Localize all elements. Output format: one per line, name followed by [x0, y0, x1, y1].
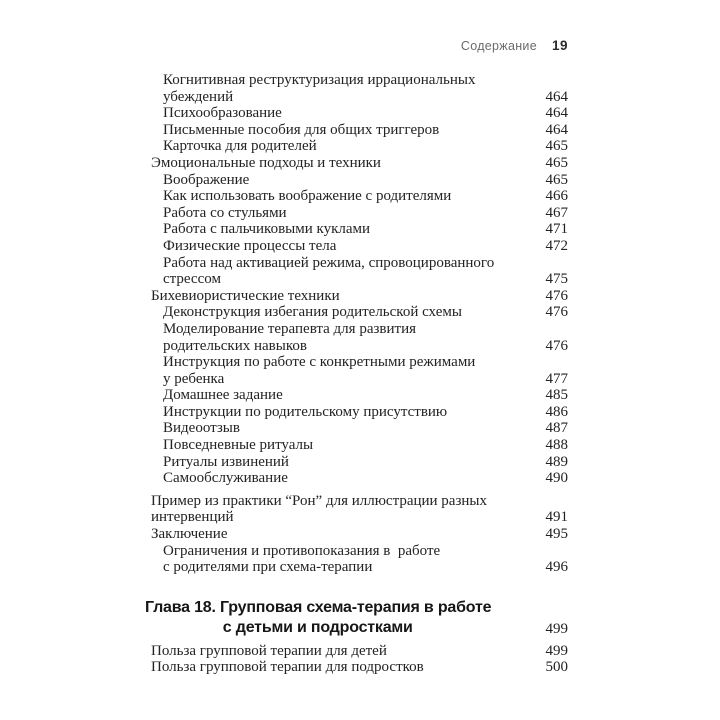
toc-entry-page: 496 — [545, 559, 568, 576]
toc-entry-title — [151, 404, 546, 421]
toc-entry-line: Инструкция по работе с конкретными режимами — [163, 354, 476, 371]
toc-entry — [151, 437, 568, 454]
toc-entry-page: 491 — [545, 509, 568, 526]
toc-entry-title — [151, 72, 546, 105]
toc-entry-title — [151, 172, 546, 189]
toc-entry — [151, 221, 568, 238]
toc-entry — [151, 404, 568, 421]
toc-entry — [151, 122, 568, 139]
toc-entry-page: 476 — [545, 304, 568, 321]
toc-entry-line: Польза групповой терапии для детей — [151, 642, 387, 659]
toc-entry-page: 486 — [545, 403, 568, 420]
toc-entry-title — [151, 238, 546, 255]
toc-entry-line: Бихевиористические техники — [151, 287, 340, 304]
toc-entry — [151, 205, 568, 222]
toc-entry — [151, 659, 568, 676]
toc-entry-line: Самообслуживание — [163, 470, 288, 487]
toc-entry-title — [151, 155, 546, 172]
toc-entry-title — [151, 493, 546, 526]
toc-entry — [151, 288, 568, 305]
toc-entry-line: интервенций — [151, 509, 234, 526]
toc-entry-title — [151, 470, 546, 487]
toc-entry-page: 467 — [545, 204, 568, 221]
toc-entry-title — [151, 387, 546, 404]
toc-entry — [151, 138, 568, 155]
toc-entry-title — [151, 437, 546, 454]
header-section-label: Содержание — [460, 39, 537, 53]
toc-entry-line: Пример из практики “Рон” для иллюстрации разных — [151, 492, 487, 509]
toc-entry — [151, 255, 568, 288]
toc-entry-page: 488 — [545, 437, 568, 454]
toc-entry-title — [151, 221, 546, 238]
toc-entry-line: Моделирование терапевта для развития — [163, 320, 416, 337]
toc-entry — [151, 304, 568, 321]
toc-entry — [151, 470, 568, 487]
toc-entry-line: Деконструкция избегания родительской схемы — [163, 304, 462, 321]
toc-entry-line: родительских навыков — [163, 337, 307, 354]
toc-entry-page: 465 — [545, 154, 568, 171]
toc-entry-line: Когнитивная реструктуризация иррациональных — [163, 72, 476, 88]
toc-entry-page: 476 — [545, 287, 568, 304]
toc-entry-page: 471 — [545, 221, 568, 238]
toc-entry-line: Инструкции по родительскому присутствию — [163, 403, 448, 420]
toc-entry-page: 487 — [545, 420, 568, 437]
toc-entry-title — [151, 255, 546, 288]
page-header — [0, 38, 568, 53]
toc-entry — [151, 420, 568, 437]
toc-entry-title — [151, 188, 546, 205]
toc-entry-title — [151, 288, 546, 305]
toc-entry-line: Польза групповой терапии для подростков — [151, 659, 424, 676]
toc-entry-line: с родителями при схема-терапии — [163, 559, 373, 576]
chapter-heading-line: Глава 18. Групповая схема-терапия в работе — [145, 598, 492, 616]
toc-entry-line: стрессом — [163, 271, 221, 288]
toc-entry-line: у ребенка — [163, 370, 225, 387]
toc-entry-title — [151, 138, 546, 155]
toc-entry-title — [151, 205, 546, 222]
toc-entry-page: 465 — [545, 171, 568, 188]
toc-entry-page: 485 — [545, 387, 568, 404]
toc-entry-title — [151, 543, 546, 576]
toc-entry-line: Воображение — [163, 171, 250, 188]
toc-entry-line: Ритуалы извинений — [163, 453, 289, 470]
toc-entry-page: 499 — [545, 642, 568, 659]
chapter-heading — [145, 598, 568, 639]
toc-entry-line: убеждений — [163, 88, 234, 105]
toc-entry-page: 495 — [545, 526, 568, 543]
toc-entry-page: 477 — [545, 370, 568, 387]
chapter-heading-page: 499 — [545, 621, 568, 638]
toc-entry-page: 475 — [545, 271, 568, 288]
toc-entry-title — [151, 659, 546, 676]
toc-list — [145, 72, 568, 676]
toc-entry-line: Как использовать воображение с родителями — [163, 188, 452, 205]
toc-entry — [151, 543, 568, 576]
toc-entry-line: Эмоциональные подходы и техники — [151, 154, 381, 171]
toc-entry-line: Физические процессы тела — [163, 237, 337, 254]
toc-entry — [151, 643, 568, 660]
toc-entry-title — [151, 643, 546, 660]
toc-entry-title — [151, 105, 546, 122]
toc-entry — [151, 387, 568, 404]
chapter-heading-line: с детьми и подростками — [222, 619, 413, 637]
toc-entry-title — [151, 304, 546, 321]
toc-entry-line: Работа со стульями — [163, 204, 287, 221]
toc-entry-title — [151, 454, 546, 471]
toc-entry-page: 476 — [545, 337, 568, 354]
toc-entry-page: 472 — [545, 237, 568, 254]
toc-entry-page: 490 — [545, 470, 568, 487]
toc-entry-page: 500 — [545, 659, 568, 676]
toc-entry-page: 489 — [545, 453, 568, 470]
toc-entry — [151, 526, 568, 543]
toc-entry — [151, 105, 568, 122]
toc-entry-title — [151, 526, 546, 543]
toc-entry-page: 464 — [545, 88, 568, 105]
toc-entry-line: Домашнее задание — [163, 387, 283, 404]
toc-entry — [151, 188, 568, 205]
toc-entry-page: 464 — [545, 105, 568, 122]
toc-entry-line: Работа над активацией режима, спровоцированного — [163, 254, 495, 271]
toc-entry-line: Видеоотзыв — [163, 420, 240, 437]
toc-entry — [151, 354, 568, 387]
toc-entry-page: 466 — [545, 188, 568, 205]
toc-entry — [151, 72, 568, 105]
toc-entry-page: 465 — [545, 138, 568, 155]
toc-entry — [151, 155, 568, 172]
toc-entry-title — [151, 420, 546, 437]
toc-entry — [151, 493, 568, 526]
toc-entry-title — [151, 354, 546, 387]
toc-entry — [151, 321, 568, 354]
toc-entry — [151, 172, 568, 189]
toc-entry — [151, 238, 568, 255]
chapter-heading-title — [145, 598, 546, 639]
toc-entry-line: Психообразование — [163, 105, 282, 122]
toc-entry — [151, 454, 568, 471]
toc-entry-line: Работа с пальчиковыми куклами — [163, 221, 371, 238]
toc-entry-line: Повседневные ритуалы — [163, 437, 314, 454]
toc-entry-line: Заключение — [151, 526, 228, 543]
toc-entry-title — [151, 122, 546, 139]
toc-entry-line: Письменные пособия для общих триггеров — [163, 121, 440, 138]
toc-entry-line: Ограничения и противопоказания в работе — [163, 542, 441, 559]
toc-entry-title — [151, 321, 546, 354]
toc-entry-line: Карточка для родителей — [163, 138, 317, 155]
toc-entry-page: 464 — [545, 121, 568, 138]
header-page-number: 19 — [551, 38, 568, 53]
